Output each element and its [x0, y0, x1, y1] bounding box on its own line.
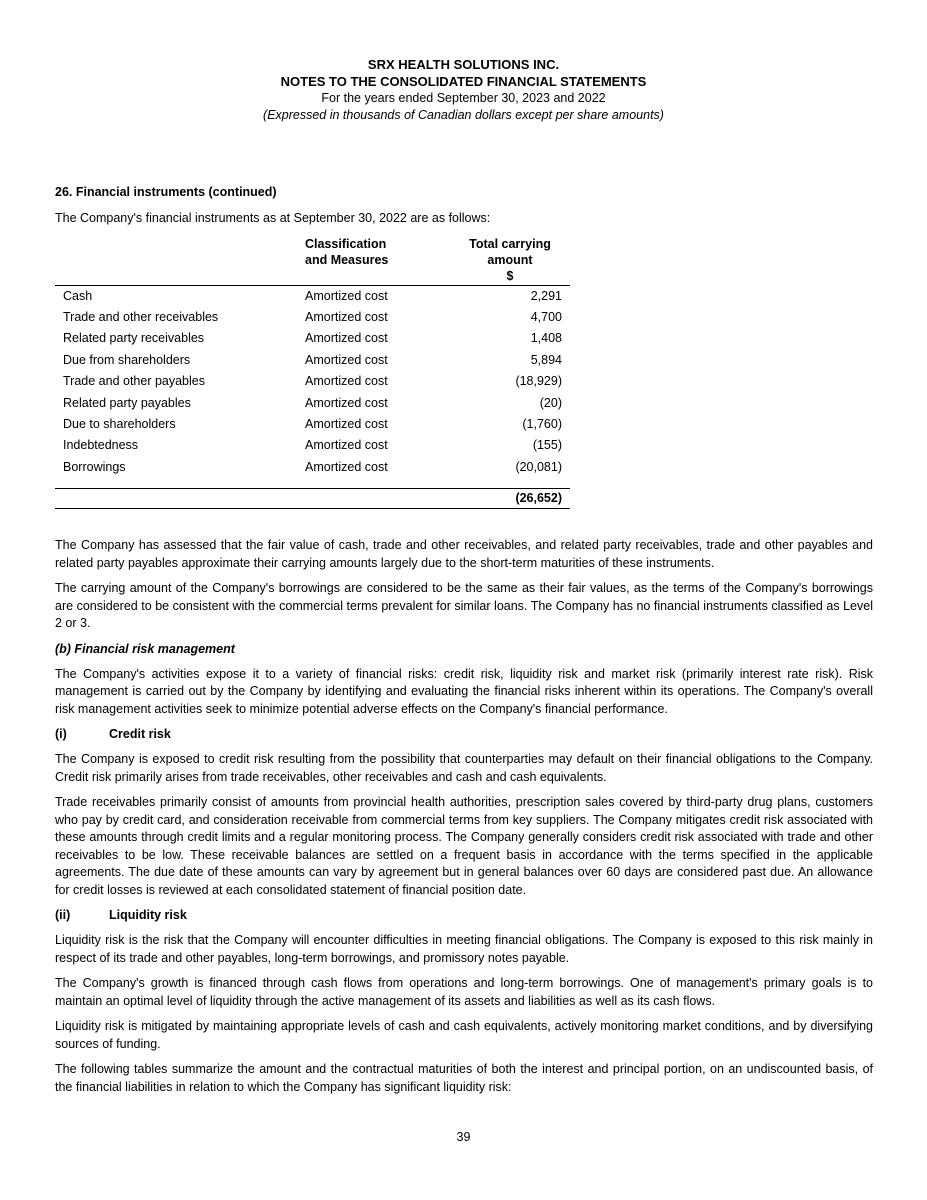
table-header-row	[55, 236, 570, 286]
table-row	[55, 393, 570, 414]
row-classification: Amortized cost	[305, 459, 388, 474]
table-row	[55, 350, 570, 371]
fair-value-paragraph: The Company has assessed that the fair value of cash, trade and other receivables, and related party receivables, trade and other payables and related party payables approximate their carrying amounts largely due to the short-term maturities of these instruments.	[55, 538, 873, 570]
credit-risk-paragraph-1: The Company is exposed to credit risk resulting from the possibility that counterparties may default on their financial obligations to the Company. Credit risk primarily arises from trade receivables, other receivables and cash and cash equivalents.	[55, 752, 873, 784]
reporting-period: For the years ended September 30, 2023 and 2022	[321, 91, 606, 105]
table-row	[55, 435, 570, 456]
page-header	[0, 56, 927, 124]
row-name: Due to shareholders	[63, 416, 176, 431]
row-name: Related party payables	[63, 395, 191, 410]
row-classification: Amortized cost	[305, 288, 388, 303]
row-amount: (18,929)	[515, 374, 562, 389]
row-amount: 5,894	[530, 352, 562, 367]
liquidity-risk-label: Liquidity risk	[109, 908, 187, 923]
company-name: SRX HEALTH SOLUTIONS INC.	[367, 57, 560, 72]
row-name: Related party receivables	[63, 331, 205, 346]
row-classification: Amortized cost	[305, 374, 388, 389]
row-classification: Amortized cost	[305, 309, 388, 324]
document-title: NOTES TO THE CONSOLIDATED FINANCIAL STATEMENTS	[280, 74, 647, 89]
total-blank-2	[305, 489, 450, 509]
credit-risk-number: (i)	[55, 727, 67, 742]
row-classification: Amortized cost	[305, 416, 388, 431]
header-blank	[55, 236, 305, 286]
liquidity-risk-paragraph-4: The following tables summarize the amount and the contractual maturities of both the interest and principal portion, on an undiscounted basis, of the financial liabilities in relation to which the Company has significant liquidity risk:	[55, 1062, 873, 1094]
table-row	[55, 307, 570, 328]
table-intro: The Company's financial instruments as at September 30, 2022 are as follows:	[55, 211, 491, 225]
row-classification: Amortized cost	[305, 438, 388, 453]
credit-risk-heading	[55, 726, 873, 743]
credit-risk-label: Credit risk	[109, 727, 171, 742]
row-name: Trade and other receivables	[63, 309, 219, 324]
row-name: Indebtedness	[63, 438, 139, 453]
row-amount: 2,291	[530, 288, 562, 303]
liquidity-risk-paragraph-3: Liquidity risk is mitigated by maintaining appropriate levels of cash and cash equivalents, actively monitoring market conditions, and by diversifying sources of funding.	[55, 1019, 873, 1051]
credit-risk-paragraph-2: Trade receivables primarily consist of amounts from provincial health authorities, prescription sales covered by third-party drug plans, customers who pay by credit card, and consideration receivable from commercial terms from key suppliers. The Company mitigates credit risk associated with these amounts through credit limits and a regular monitoring process. The Company generally considers credit risk associated with trade and other receivables to be low. These receivable balances are settled on a frequent basis in accordance with the terms specified in the applicable agreements. The due date of these amounts can vary by agreement but in general balances over 60 days are considered past due. An allowance for credit losses is reviewed at each consolidated statement of financial position date.	[55, 795, 873, 897]
row-amount: (20,081)	[515, 459, 562, 474]
row-amount: 4,700	[530, 309, 562, 324]
financial-instruments-table	[55, 236, 570, 510]
currency-note: (Expressed in thousands of Canadian dollars except per share amounts)	[263, 108, 664, 122]
total-blank	[55, 489, 305, 509]
header-classification: Classification and Measures	[305, 236, 450, 286]
row-classification: Amortized cost	[305, 395, 388, 410]
table-row	[55, 414, 570, 435]
risk-management-paragraph: The Company's activities expose it to a variety of financial risks: credit risk, liquidity risk and market risk (primarily interest rate risk). Risk management is carried out by the Company by identifying and evaluating the financial risks inherent within its operations. The Company's overall risk management activities seek to minimize potential adverse effects on the Company's financial performance.	[55, 666, 873, 716]
row-name: Trade and other payables	[63, 374, 205, 389]
header-amount: Total carrying amount $	[450, 236, 570, 286]
risk-management-heading: (b) Financial risk management	[55, 641, 235, 656]
page-content	[55, 184, 873, 1104]
row-name: Cash	[63, 288, 93, 303]
row-name: Due from shareholders	[63, 352, 191, 367]
table-row	[55, 328, 570, 349]
row-amount: (155)	[532, 438, 562, 453]
table-total-row	[55, 489, 570, 509]
liquidity-risk-heading	[55, 907, 873, 924]
row-amount: (20)	[539, 395, 562, 410]
table-body	[55, 285, 570, 509]
table-row	[55, 457, 570, 478]
borrowings-paragraph: The carrying amount of the Company's borrowings are considered to be the same as their fair values, as the terms of the Company's borrowings are considered to be consistent with the commercial terms prevalent for similar loans. The Company has no financial instruments classified as Level 2 or 3.	[55, 581, 873, 631]
liquidity-risk-paragraph-1: Liquidity risk is the risk that the Company will encounter difficulties in meeting financial obligations. The Company is exposed to this risk mainly in respect of its trade and other payables, long-term borrowings, and promissory notes payable.	[55, 933, 873, 965]
liquidity-risk-paragraph-2: The Company's growth is financed through cash flows from operations and long-term borrowings. One of management's primary goals is to maintain an optimal level of liquidity through the active management of its assets and liabilities as well as its cash flows.	[55, 976, 873, 1008]
row-amount: (1,760)	[522, 416, 562, 431]
liquidity-risk-number: (ii)	[55, 908, 71, 923]
table-row	[55, 371, 570, 392]
row-classification: Amortized cost	[305, 352, 388, 367]
section-title: 26. Financial instruments (continued)	[55, 185, 277, 199]
total-amount: (26,652)	[450, 489, 570, 509]
row-amount: 1,408	[530, 331, 562, 346]
table-row	[55, 285, 570, 307]
page-number: 39	[456, 1130, 471, 1144]
table-spacer	[55, 478, 570, 489]
row-classification: Amortized cost	[305, 331, 388, 346]
row-name: Borrowings	[63, 459, 126, 474]
